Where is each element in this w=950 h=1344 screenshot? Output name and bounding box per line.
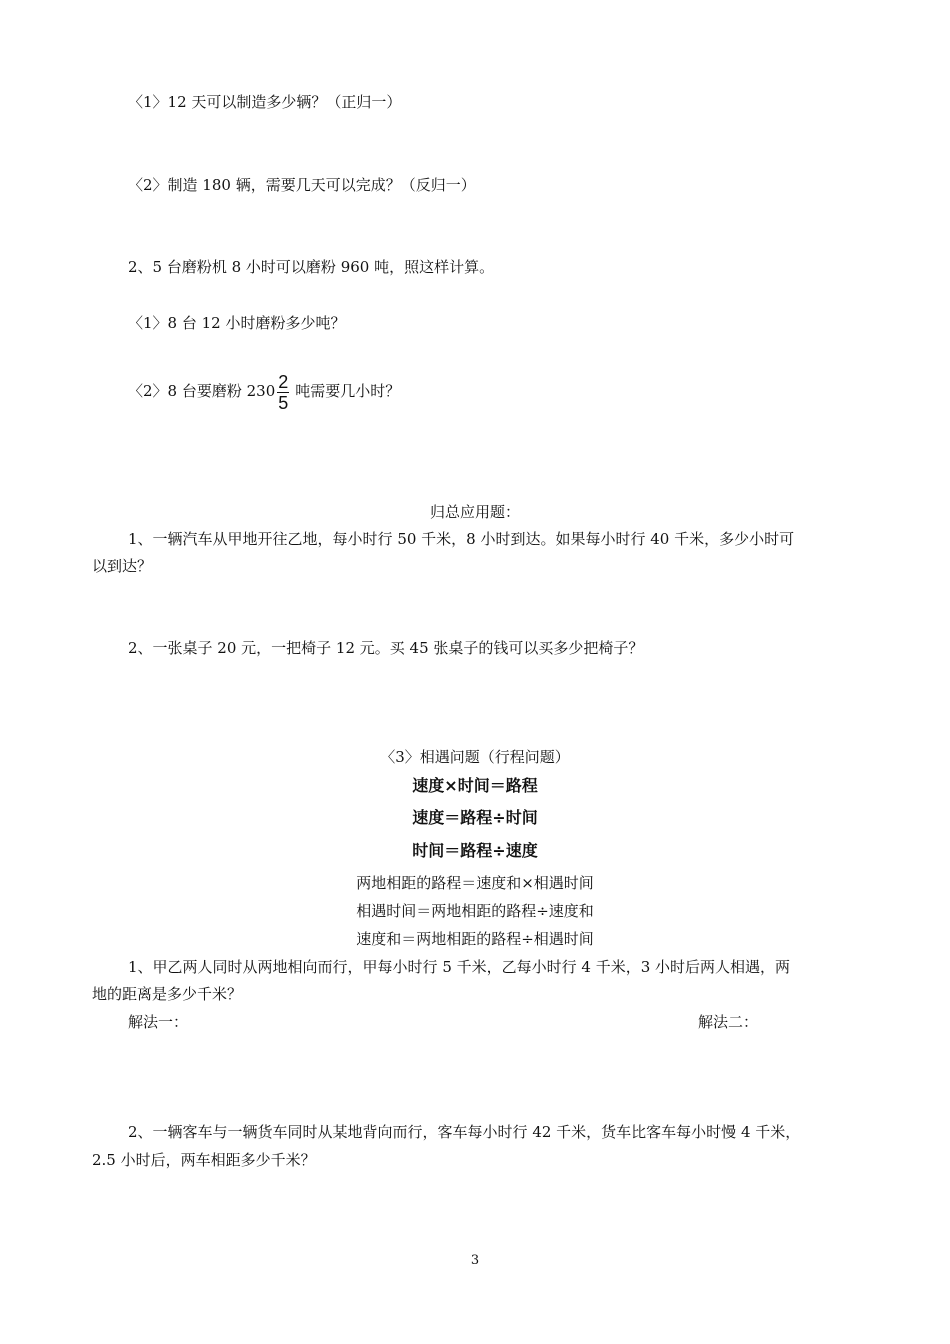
summary-heading: 归总应用题： [429,503,520,521]
meeting-heading: 〈3〉相遇问题（行程问题） [380,748,570,766]
solution-method-2: 解法二： [698,1013,759,1031]
summary-problem-2: 2、一张桌子 20 元，一把椅子 12 元。买 45 张桌子的钱可以买多少把椅子？ [128,639,644,657]
problem-2-q2-prefix: 〈2〉8 台要磨粉 230 [128,382,276,400]
problem-2-stem: 2、5 台磨粉机 8 小时可以磨粉 960 吨，照这样计算。 [128,258,495,276]
meeting-problem-2-line-1: 2、一辆客车与一辆货车同时从某地背向而行，客车每小时行 42 千米，货车比客车每小时慢 4 千米， [128,1123,801,1141]
rule-total-distance: 两地相距的路程＝速度和×相遇时间 [356,874,594,892]
formula-speed: 速度＝路程÷时间 [412,808,538,827]
fraction [277,373,289,412]
page-number: 3 [470,1253,480,1268]
question-1-2: 〈2〉制造 180 辆，需要几天可以完成？（反归一） [128,176,476,194]
problem-2-q2-suffix: 吨需要几小时？ [295,382,401,400]
solution-method-1: 解法一： [128,1013,189,1031]
question-1-1: 〈1〉12 天可以制造多少辆？（正归一） [128,93,402,111]
problem-2-question-1: 〈1〉8 台 12 小时磨粉多少吨？ [128,314,346,332]
formula-time: 时间＝路程÷速度 [412,841,538,860]
rule-speed-sum: 速度和＝两地相距的路程÷相遇时间 [356,930,594,948]
rule-meeting-time: 相遇时间＝两地相距的路程÷速度和 [356,902,594,920]
summary-problem-1-line-1: 1、一辆汽车从甲地开往乙地，每小时行 50 千米，8 小时到达。如果每小时行 40 千米，多少小时可 [128,530,795,548]
meeting-problem-1-line-1: 1、甲乙两人同时从两地相向而行，甲每小时行 5 千米，乙每小时行 4 千米，3 小时后两人相遇，两 [128,958,791,976]
meeting-problem-2-line-2: 2.5 小时后，两车相距多少千米？ [92,1151,316,1169]
meeting-problem-1-line-2: 地的距离是多少千米？ [92,985,243,1003]
summary-problem-1-line-2: 以到达？ [92,557,153,575]
problem-2-question-2 [128,370,400,412]
fraction-denominator: 5 [278,392,289,413]
formula-distance: 速度×时间＝路程 [412,776,538,795]
fraction-numerator: 2 [278,371,289,392]
